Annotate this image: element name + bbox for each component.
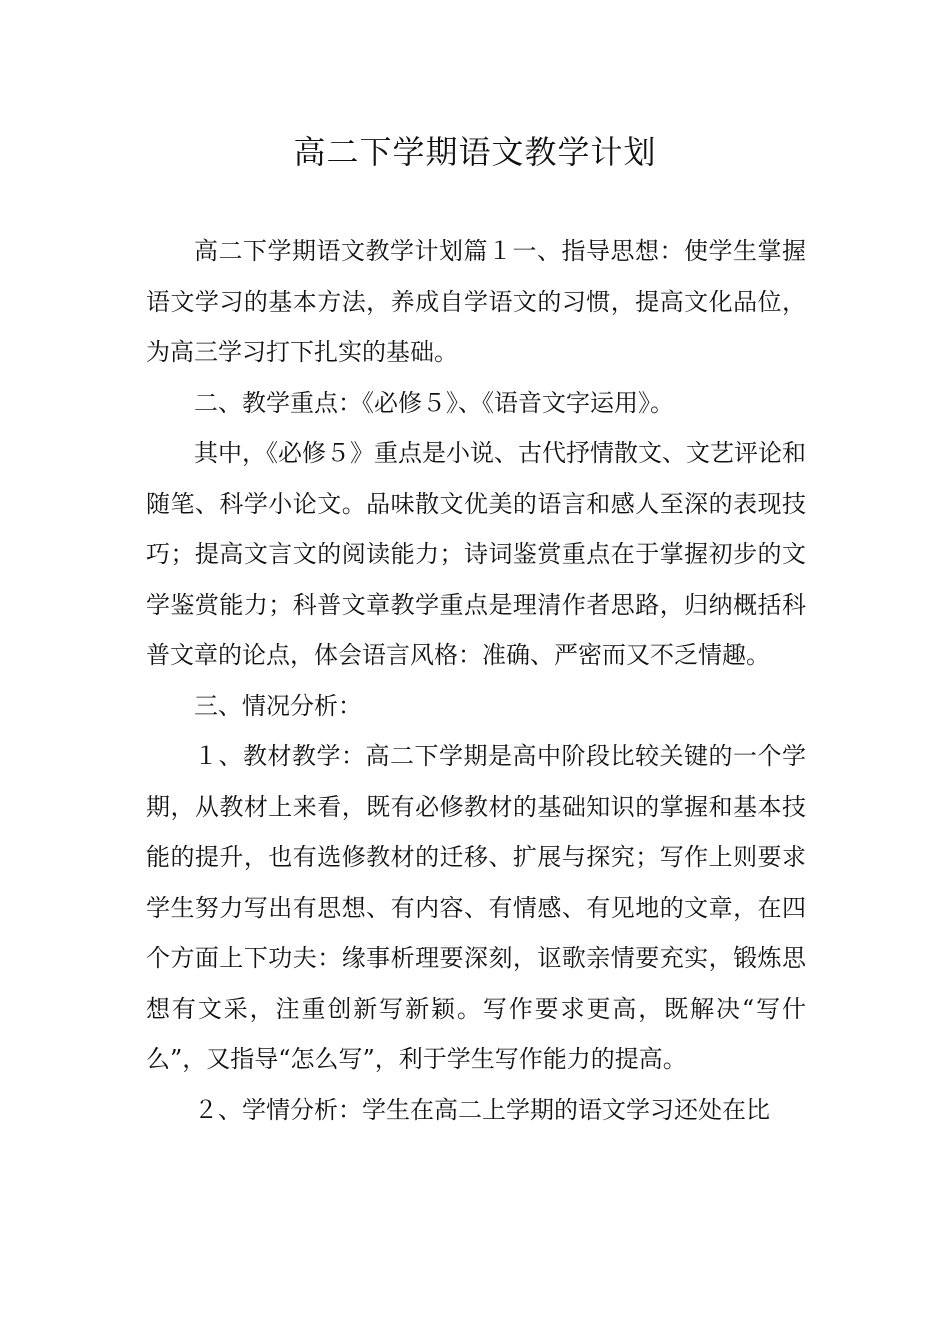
paragraph-student-analysis: ２、学情分析：学生在高二上学期的语文学习还处在比	[194, 1095, 770, 1124]
paragraph-teaching-focus: 二、教学重点：《必修５》、《语音文字运用》。	[194, 388, 674, 417]
paragraph-situation-heading: 三、情况分析：	[194, 691, 362, 720]
paragraph-textbook-teaching: １、教材教学：高二下学期是高中阶段比较关键的一个学期，从教材上来看，既有必修教材的基础知识的掌握和基本技能的提升，也有选修教材的迁移、扩展与探究；写作上则要求学生努力写出有思想、有内容、有情感、有见地的文章，在四个方面上下功夫：缘事析理要深刻，讴歌亲情要充实，锻炼思想有文采，注重创新写新颖。写作要求更高，既解决“写什么”，又指导“怎么写”，利于学生写作能力的提高。	[146, 742, 806, 1073]
document-title: 高二下学期语文教学计划	[293, 133, 657, 171]
document-body	[146, 226, 806, 1135]
paragraph-focus-details: 其中，《必修５》重点是小说、古代抒情散文、文艺评论和随笔、科学小论文。品味散文优美的语言和感人至深的表现技巧；提高文言文的阅读能力；诗词鉴赏重点在于掌握初步的文学鉴赏能力；科普文章教学重点是理清作者思路，归纳概括科普文章的论点，体会语言风格：准确、严密而又不乏情趣。	[146, 439, 806, 669]
paragraph-guiding-thought: 高二下学期语文教学计划篇１一、指导思想：使学生掌握语文学习的基本方法，养成自学语文的习惯，提高文化品位，为高三学习打下扎实的基础。	[146, 237, 806, 366]
